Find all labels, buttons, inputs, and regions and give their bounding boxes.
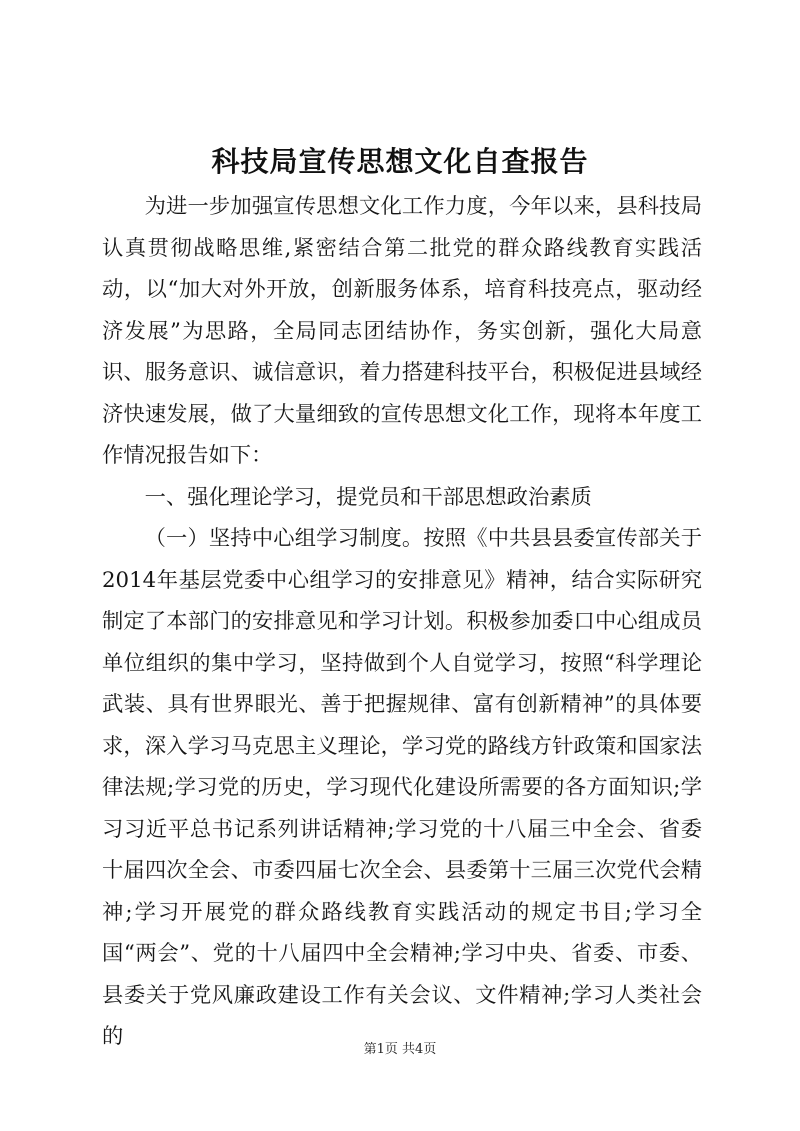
page-footer: 第1页 共4页 (363, 1042, 437, 1057)
paragraph-intro: 为进一步加强宣传思想文化工作力度，今年以来，县科技局认真贯彻战略思维,紧密结合第二批党的群众路线教育实践活动，以“加大对外开放，创新服务体系，培育科技亮点，驱动经济发展”为思路，全局同志团结协作，务实创新，强化大局意识、服务意识、诚信意识，着力搭建科技平台，积极促进县域经济快速发展，做了大量细致的宣传思想文化工作，现将本年度工作情况报告如下： (102, 194, 702, 468)
page-title: 科技局宣传思想文化自查报告 (211, 145, 589, 178)
document-body (102, 186, 702, 1058)
section-heading-1: 一、强化理论学习，提党员和干部思想政治素质 (144, 484, 592, 510)
paragraph-study-system: （一）坚持中心组学习制度。按照《中共县县委宣传部关于2014年基层党委中心组学习的安排意见》精神，结合实际研究制定了本部门的安排意见和学习计划。积极参加委口中心组成员单位组织的集中学习，坚持做到个人自觉学习，按照“科学理论武装、具有世界眼光、善于把握规律、富有创新精神”的具体要求，深入学习马克思主义理论，学习党的路线方针政策和国家法律法规;学习党的历史，学习现代化建设所需要的各方面知识;学习习近平总书记系列讲话精神;学习党的十八届三中全会、省委十届四次全会、市委四届七次全会、县委第十三届三次党代会精神;学习开展党的群众路线教育实践活动的规定书目;学习全国“两会”、党的十八届四中全会精神;学习中央、省委、市委、县委关于党风廉政建设工作有关会议、文件精神;学习人类社会的 (102, 526, 702, 1049)
